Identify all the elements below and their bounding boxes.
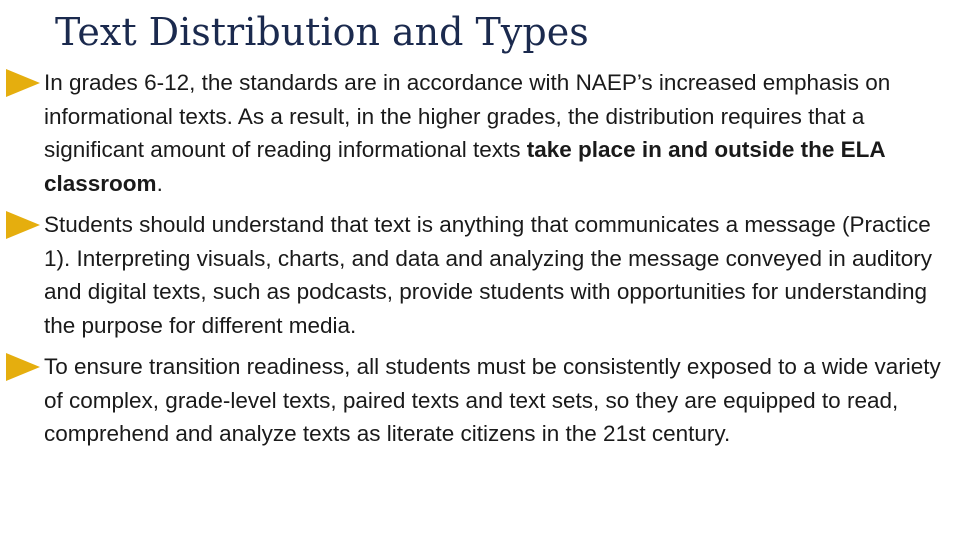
triangle-right-icon <box>6 211 40 239</box>
triangle-right-icon <box>6 353 40 381</box>
bullet-2-text: Students should understand that text is anything that communicates a message (Practice 1). Interpreting visuals, charts, and data and analyzing the message conveyed in auditory and digital texts, such as podcasts, provide students with opportunities for understanding the purpose for different media. <box>44 212 933 338</box>
slide-title: Text Distribution and Types <box>55 10 589 54</box>
bullet-item-1 <box>6 66 954 200</box>
bullet-list <box>6 66 954 459</box>
bullet-1-text: In grades 6-12, the standards are in accordance with NAEP’s increased emphasis on informational texts. As a result, in the higher grades, the distribution requires that a significant amount of reading informational texts <box>44 70 891 162</box>
bullet-1-text-end: . <box>156 170 163 196</box>
bullet-3-text: To ensure transition readiness, all students must be consistently exposed to a wide variety of complex, grade-level texts, paired texts and text sets, so they are equipped to read, comprehend and analyze texts as literate citizens in the 21st century. <box>44 354 941 446</box>
triangle-right-icon <box>6 69 40 97</box>
bullet-item-2 <box>6 208 954 342</box>
bullet-1-bold-text: take place in and outside the ELA classroom <box>44 137 885 196</box>
bullet-item-3 <box>6 350 954 451</box>
